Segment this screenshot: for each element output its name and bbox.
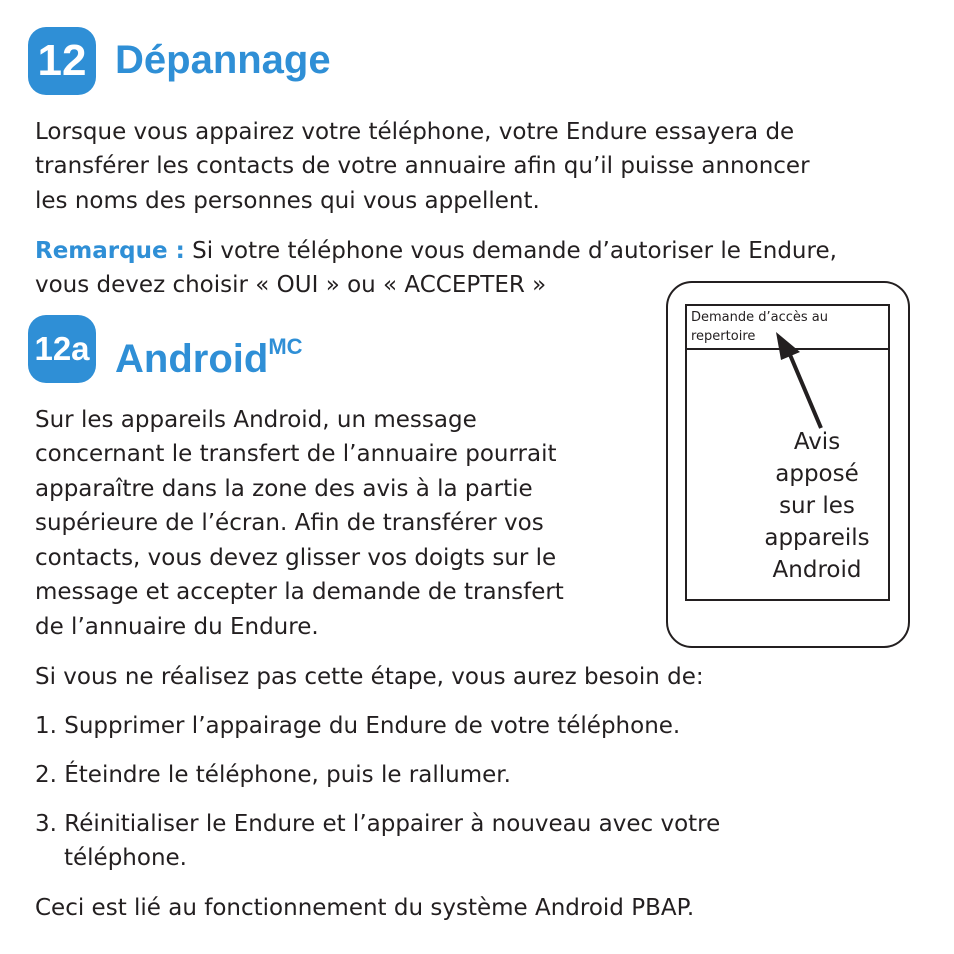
caption-line-4: appareils xyxy=(764,525,870,551)
notification-text-line-2: repertoire xyxy=(691,329,756,344)
caption-line-3: sur les xyxy=(779,493,855,519)
section-number: 12 xyxy=(37,36,87,85)
intro-line-3: les noms des personnes qui vous appellent. xyxy=(35,188,540,214)
intro-line-1: Lorsque vous appairez votre téléphone, votre Endure essayera de xyxy=(35,119,795,145)
step-3-line-2: téléphone. xyxy=(64,845,187,871)
subsection-number: 12a xyxy=(34,330,90,367)
step-1: 1. Supprimer l’appairage du Endure de votre téléphone. xyxy=(35,713,681,739)
android-body-line-1: Sur les appareils Android, un message xyxy=(35,407,477,433)
section-title: Dépannage xyxy=(115,38,331,82)
notification-text-line-1: Demande d’accès au xyxy=(691,310,829,325)
android-body-line-2: concernant le transfert de l’annuaire pourrait xyxy=(35,441,557,467)
subsection-title-text: Android xyxy=(115,337,269,381)
closing-note: Ceci est lié au fonctionnement du système Android PBAP. xyxy=(35,895,695,921)
android-body-line-5: contacts, vous devez glisser vos doigts sur le xyxy=(35,545,557,571)
android-body-line-7: de l’annuaire du Endure. xyxy=(35,614,319,640)
step-3-line-1: 3. Réinitialiser le Endure et l’appairer à nouveau avec votre xyxy=(35,811,721,837)
note-label: Remarque : xyxy=(35,238,185,264)
caption-line-5: Android xyxy=(772,557,862,583)
step-2: 2. Éteindre le téléphone, puis le rallumer. xyxy=(35,762,511,788)
caption-line-1: Avis xyxy=(793,429,841,455)
caption-line-2: apposé xyxy=(775,461,859,487)
android-body-line-6: message et accepter la demande de transfert xyxy=(35,579,564,605)
illustration-caption xyxy=(748,426,886,586)
note-text: Si votre téléphone vous demande d’autoriser le Endure, xyxy=(184,238,837,264)
note-line-2: vous devez choisir « OUI » ou « ACCEPTER » xyxy=(35,272,547,298)
android-body-line-4: supérieure de l’écran. Afin de transférer vos xyxy=(35,510,544,536)
subsection-title-trademark: MC xyxy=(268,334,303,359)
android-body-line-3: apparaître dans la zone des avis à la partie xyxy=(35,476,533,502)
intro-line-2: transférer les contacts de votre annuaire afin qu’il puisse annoncer xyxy=(35,153,810,179)
steps-intro: Si vous ne réalisez pas cette étape, vous aurez besoin de: xyxy=(35,664,704,690)
